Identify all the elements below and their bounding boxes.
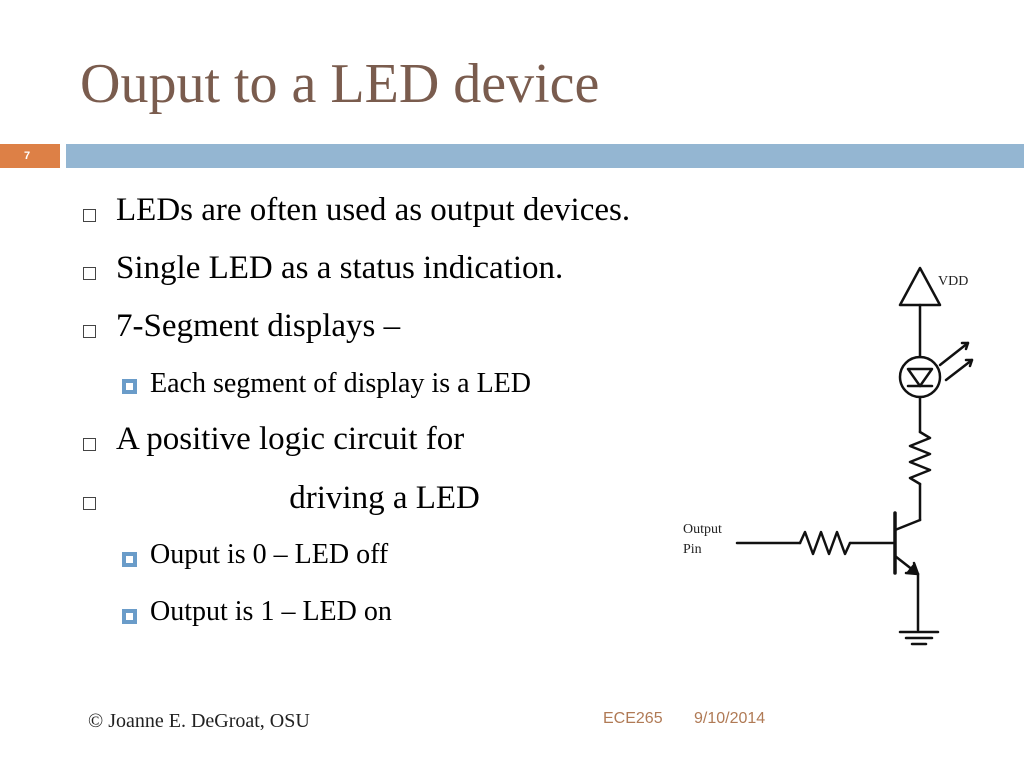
led-symbol-icon — [900, 357, 940, 397]
bullet-item: driving a LED — [116, 480, 480, 516]
footer-date: 9/10/2014 — [694, 710, 766, 727]
vdd-label: VDD — [938, 274, 969, 289]
vdd-symbol-icon — [900, 268, 940, 305]
collector-resistor-icon — [910, 432, 930, 484]
bullet-item: A positive logic circuit for — [116, 421, 465, 457]
slide-number: 7 — [0, 144, 60, 168]
sub-bullet-item: Each segment of display is a LED — [150, 368, 532, 399]
bullet-item: LEDs are often used as output devices. — [116, 192, 631, 228]
output-pin-label-line1: Output — [683, 522, 722, 537]
footer-course: ECE265 — [603, 710, 663, 727]
sub-bullet-item: Ouput is 0 – LED off — [150, 539, 389, 570]
slide-title: Ouput to a LED device — [80, 53, 600, 115]
bullet-item: Single LED as a status indication. — [116, 250, 564, 286]
output-pin-label-line2: Pin — [683, 542, 702, 557]
bullet-item: 7-Segment displays – — [116, 308, 401, 344]
base-resistor-icon — [800, 532, 850, 554]
sub-bullet-item: Output is 1 – LED on — [150, 596, 392, 627]
footer-copyright: © Joanne E. DeGroat, OSU — [88, 710, 310, 732]
